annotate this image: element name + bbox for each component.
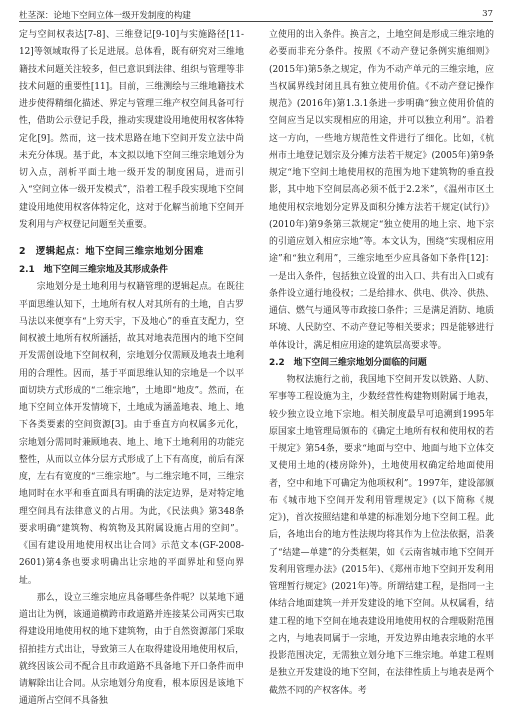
running-header — [19, 6, 493, 22]
paragraph: 那么，设立三维宗地应具备哪些条件呢？以某地下通道出让为例，该通道横跨市政道路并连接某公司两实已取得建设用地使用权的地下建筑物，由于自然资源部门采取招拍挂方式出让，导致第三人在取得建设用地使用权后，就终因该公司不配合且市政道路不具备地下开口条件而申请解除出让合同。从宗地划分角度看，根本原因是该地下通道所占空间不具备独 — [19, 592, 244, 707]
paragraph: 立使用的出入条件。换言之，土地空间是形成三维宗地的必要而非充分条件。按照《不动产登记条例实施细则》(2015年)第5条之规定，作为不动产单元的三维宗地，应当权属界线封闭且具有独立使用价值。《不动产登记操作规范》(2016年)第1.3.1条进一步明确“独立使用价值的空间应当足以实现相应的用途，并可以独立利用”。沿着这一方向，一些地方规范性文件进行了细化。比如，《杭州市土地登记划宗及分摊方法若干规定》(2005年)第9条规定“地下空间土地使用权的范围为地下建筑物的垂直投影，其中地下空间层高必须不低于2.2米”，《温州市区土地使用权宗地划分定界及面积分摊方法若干规定(试行)》(2010年)第9条第三款规定“独立使用的地上宗、地下宗的引道应划入相应宗地”等。本文认为，围绕“实现相应用途”和“独立利用”，三维宗地至少应具备如下条件[12]：一是出入条件，包括独立设置的出入口、共有出入口或有条件设立通行地役权；二是给排水、供电、供冷、供热、通信、燃气与通风等市政接口条件；三是满足消防、地质环境、人民防空、不动产登记等相关要求；四是能够进行单体设计，满足相应用途的建筑层高要求等。 — [269, 30, 494, 351]
paragraph: 定与空间权表达[7-8]、三维登记[9-10]与实施路径[11-12]等领域取得了长足进展。总体看，既有研究对三维地籍技术问题关注较多，但已意识到法律、组织与管理等非技术问题的重要性[11]。目前，三维测绘与三维地籍技术进步使得精细化描述、界定与管理三维产权空间具备可行性，借助公示登记手段，推动实现建设用地使用权客体特定化[9]。然而，这一技术思路在地下空间开发立法中尚未充分体现。基于此，本文拟以地下空间三维宗地划分为切入点，剖析平面土地一级开发的制度困局，进而引入“空间立体一级开发模式”，沿着工程手段实现地下空间建设用地使用权客体特定化，这对于化解当前地下空间开发利用与产权登记问题至关重要。 — [19, 30, 244, 230]
section-heading: 2 逻辑起点：地下空间三维宗地划分困难 — [19, 246, 204, 257]
left-column — [19, 27, 244, 711]
right-column — [269, 27, 494, 700]
subsection-heading: 2.2 地下空间三维宗地划分面临的问题 — [269, 357, 427, 368]
header-rule — [19, 21, 493, 22]
subsection-heading: 2.1 地下空间三维宗地及其形成条件 — [19, 265, 168, 275]
paragraph: 物权法施行之前，我国地下空间开发以铁路、人防、军事等工程设施为主，少数经营性构建物则附属于地表，较少独立设立地下宗地。相关制度最早可追溯到1995年原国家土地管理局颁布的《确定土地所有权和使用权的若干规定》第54条，要求“地面与空中、地面与地下立体交叉使用土地的(楼房除外)，土地使用权确定给地面使用者，空中和地下可确定为他项权利”。1997年，建设部颁布《城市地下空间开发利用管理规定》(以下简称《规定》)，首次按照结建和单建的标准划分地下空间工程。此后，各地出台的地方性法规均将其作为上位法依据，沿袭了“结建—单建”的分类框架，如《云南省城市地下空间开发利用管理办法》(2015年)、《郑州市地下空间开发利用管理暂行规定》(2021年)等。所谓结建工程，是指同一主体结合地面建筑一并开发建设的地下空间。从权属看，结建工程的地下空间在地表建设用地使用权的合理吸附范围之内，与地表同属于一宗地，开发边界由地表宗地的水平投影范围决定，无需独立划分地下三维宗地。单建工程则是独立开发建设的地下空间，在法律性质上与地表是两个截然不同的产权客体。考 — [269, 375, 494, 696]
paragraph: 宗地划分是土地利用与权籍管理的逻辑起点。在既往平面思维认知下，土地所有权人对其所有的土地，自古罗马法以来便享有“上穷天宇，下及地心”的垂直支配力，空间权被土地所有权所涵括，故其对地表范围内的地下空间开发需创设地下空间权利，宗地划分仅需顾及地表土地利用的合理性。因而，基于平面思维认知的宗地是一个以平面切块方式形成的“二维宗地”，土地即“地皮”。然而，在地下空间立体开发情境下，土地成为涵盖地表、地上、地下各类要素的空间资源[3]。由于垂直方向权属多元化，宗地划分需同时兼顾地表、地上、地下土地利用的功能完整性，从而以立体分层方式形成了上下有高度，前后有深度，左右有宽度的“三维宗地”。与二维宗地不同，三维宗地同时在水平和垂直面具有明确的法定边界，是对特定地理空间具有法律意义的占用。为此，《民法典》第348条要求明确“建筑物、构筑物及其附属设施占用的空间”。《国有建设用地使用权出让合同》示范文本(GF-2008-2601)第4条也要求明确出让宗地的平面界址和竖向界址。 — [19, 282, 244, 586]
page-number: 37 — [482, 9, 493, 19]
running-title: 杜茎深：论地下空间立体一级开发制度的构建 — [19, 11, 191, 21]
